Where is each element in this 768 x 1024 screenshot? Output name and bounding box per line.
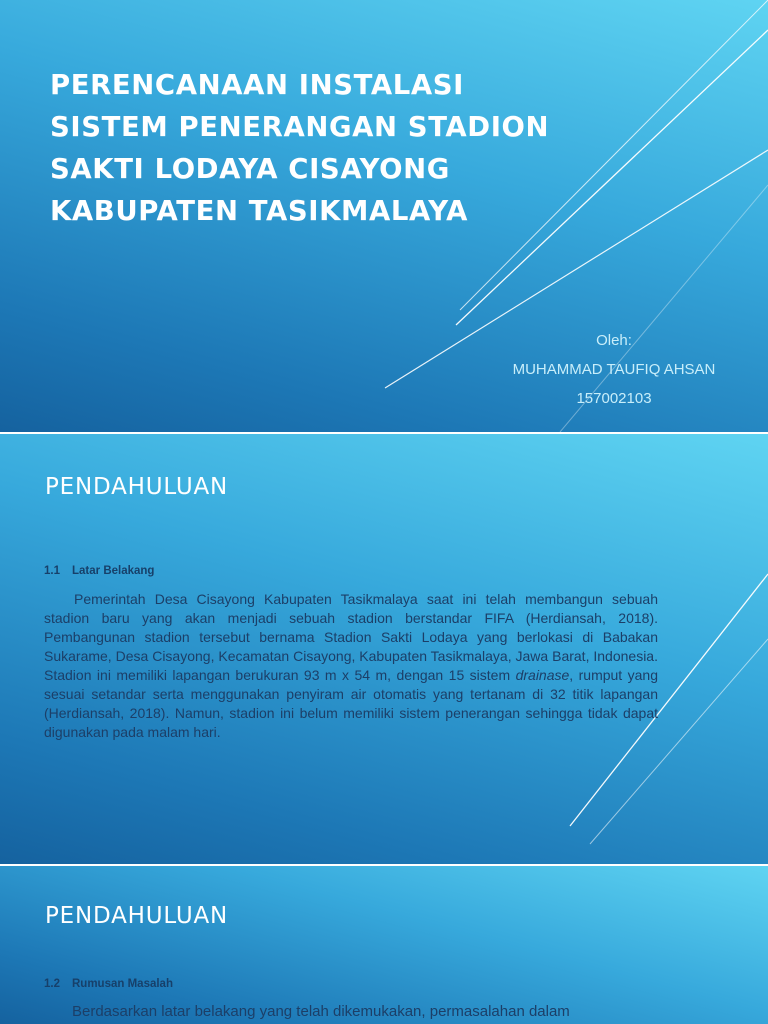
title-line: SAKTI LODAYA CISAYONG <box>50 153 450 185</box>
background-paragraph <box>44 590 658 742</box>
title-line: SISTEM PENERANGAN STADION <box>50 111 550 143</box>
subsection-number: 1.1 <box>44 565 60 577</box>
section-heading: PENDAHULUAN <box>45 903 229 929</box>
presentation-title <box>50 64 570 232</box>
introduction-slide <box>0 434 768 864</box>
subsection-number: 1.2 <box>44 978 60 990</box>
author-block <box>480 326 748 413</box>
subsection-heading <box>44 565 154 577</box>
title-line: PERENCANAAN INSTALASI <box>50 69 464 101</box>
author-name: MUHAMMAD TAUFIQ AHSAN <box>512 361 716 378</box>
section-heading: PENDAHULUAN <box>45 474 229 500</box>
paragraph-text: Pemerintah Desa Cisayong Kabupaten Tasikmalaya saat ini telah membangun sebuah stadion baru yang akan menjadi sebuah stadion berstandar FIFA (Herdiansah, 2018). Pembangunan stadion tersebut bernama Stadion Sakti Lodaya yang berlokasi di Babakan Sukarame, Desa Cisayong, Kecamatan Cisayong, Kabupaten Tasikmalaya, Jawa Barat, Indonesia. Stadion ini memiliki lapangan berukuran 93 m x 54 m, dengan 15 sistem <box>44 591 658 683</box>
paragraph-text: , rumput yang sesuai setandar serta menggunakan penyiram air otomatis yang tertanam di 32 titik lapangan (Herdiansah, 2018). Namun, stadion ini belum memiliki sistem penerangan sehingga tidak dapat digunakan pada malam hari. <box>44 667 658 740</box>
title-line: KABUPATEN TASIKMALAYA <box>50 195 469 227</box>
title-slide <box>0 0 768 432</box>
subsection-heading <box>44 978 173 990</box>
problem-statement-slide <box>0 866 768 1024</box>
subsection-title: Rumusan Masalah <box>72 978 173 990</box>
paragraph-italic-term: drainase <box>515 667 570 683</box>
author-id: 157002103 <box>576 390 652 407</box>
author-label: Oleh: <box>596 332 632 349</box>
subsection-title: Latar Belakang <box>72 565 155 577</box>
problem-paragraph: Berdasarkan latar belakang yang telah dikemukakan, permasalahan dalam <box>72 1003 570 1020</box>
